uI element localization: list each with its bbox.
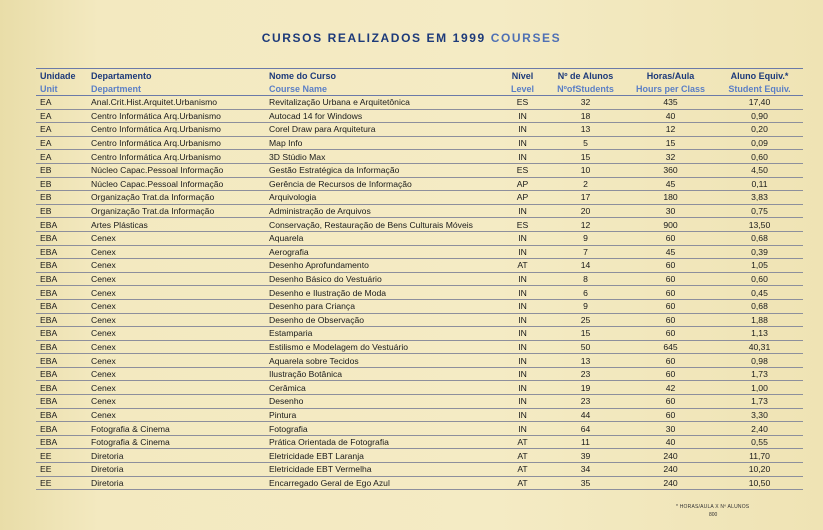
- table-row: [36, 299, 803, 313]
- cell-unit: EE: [36, 463, 87, 477]
- cell-department: Núcleo Capac.Pessoal Informação: [87, 177, 265, 191]
- cell-students: 6: [546, 286, 625, 300]
- table-row: [36, 109, 803, 123]
- cell-hours: 15: [625, 136, 716, 150]
- cell-department: Cenex: [87, 367, 265, 381]
- cell-unit: EBA: [36, 299, 87, 313]
- cell-unit: EBA: [36, 340, 87, 354]
- cell-level: IN: [499, 381, 546, 395]
- cell-hours: 645: [625, 340, 716, 354]
- cell-unit: EBA: [36, 313, 87, 327]
- cell-hours: 240: [625, 463, 716, 477]
- cell-hours: 900: [625, 218, 716, 232]
- cell-student-equiv: 0,68: [716, 299, 803, 313]
- header-hours-en: Hours per Class: [625, 82, 716, 96]
- cell-department: Artes Plásticas: [87, 218, 265, 232]
- table-row: [36, 408, 803, 422]
- cell-level: AT: [499, 476, 546, 490]
- cell-course-name: Desenho e Ilustração de Moda: [265, 286, 499, 300]
- cell-hours: 60: [625, 259, 716, 273]
- cell-student-equiv: 0,39: [716, 245, 803, 259]
- table-row: [36, 463, 803, 477]
- cell-unit: EBA: [36, 245, 87, 259]
- cell-course-name: Desenho: [265, 395, 499, 409]
- cell-department: Cenex: [87, 327, 265, 341]
- cell-level: ES: [499, 163, 546, 177]
- cell-students: 15: [546, 150, 625, 164]
- cell-course-name: Arquivologia: [265, 191, 499, 205]
- cell-unit: EE: [36, 476, 87, 490]
- header-department: Departamento: [87, 69, 265, 83]
- cell-unit: EBA: [36, 435, 87, 449]
- cell-level: IN: [499, 109, 546, 123]
- cell-hours: 360: [625, 163, 716, 177]
- cell-students: 7: [546, 245, 625, 259]
- cell-course-name: Cerâmica: [265, 381, 499, 395]
- cell-unit: EBA: [36, 327, 87, 341]
- table-row: [36, 476, 803, 490]
- cell-level: IN: [499, 340, 546, 354]
- cell-level: AT: [499, 463, 546, 477]
- cell-students: 11: [546, 435, 625, 449]
- cell-course-name: Aerografia: [265, 245, 499, 259]
- cell-hours: 32: [625, 150, 716, 164]
- cell-student-equiv: 1,00: [716, 381, 803, 395]
- cell-level: IN: [499, 231, 546, 245]
- table-row: [36, 96, 803, 110]
- cell-unit: EA: [36, 150, 87, 164]
- cell-unit: EBA: [36, 259, 87, 273]
- cell-student-equiv: 1,05: [716, 259, 803, 273]
- cell-students: 20: [546, 204, 625, 218]
- table-row: [36, 177, 803, 191]
- cell-students: 50: [546, 340, 625, 354]
- cell-hours: 180: [625, 191, 716, 205]
- header-row-pt: [36, 69, 803, 83]
- cell-course-name: Revitalização Urbana e Arquitetônica: [265, 96, 499, 110]
- header-student-equiv: Aluno Equiv.*: [716, 69, 803, 83]
- header-student-equiv-en: Student Equiv.: [716, 82, 803, 96]
- cell-course-name: Desenho para Criança: [265, 299, 499, 313]
- cell-hours: 60: [625, 395, 716, 409]
- cell-student-equiv: 4,50: [716, 163, 803, 177]
- cell-level: IN: [499, 272, 546, 286]
- cell-unit: EBA: [36, 408, 87, 422]
- cell-level: ES: [499, 96, 546, 110]
- cell-student-equiv: 0,55: [716, 435, 803, 449]
- cell-course-name: Aquarela: [265, 231, 499, 245]
- cell-department: Centro Informática Arq.Urbanismo: [87, 150, 265, 164]
- cell-unit: EA: [36, 136, 87, 150]
- cell-course-name: Encarregado Geral de Ego Azul: [265, 476, 499, 490]
- header-level: Nível: [499, 69, 546, 83]
- cell-unit: EBA: [36, 272, 87, 286]
- cell-hours: 42: [625, 381, 716, 395]
- cell-department: Cenex: [87, 408, 265, 422]
- cell-unit: EE: [36, 449, 87, 463]
- table-row: [36, 286, 803, 300]
- cell-hours: 60: [625, 354, 716, 368]
- cell-students: 2: [546, 177, 625, 191]
- cell-students: 25: [546, 313, 625, 327]
- cell-course-name: Autocad 14 for Windows: [265, 109, 499, 123]
- cell-level: IN: [499, 354, 546, 368]
- cell-students: 8: [546, 272, 625, 286]
- cell-student-equiv: 0,75: [716, 204, 803, 218]
- cell-students: 14: [546, 259, 625, 273]
- table-row: [36, 340, 803, 354]
- cell-level: IN: [499, 408, 546, 422]
- table-row: [36, 163, 803, 177]
- cell-unit: EB: [36, 204, 87, 218]
- cell-students: 18: [546, 109, 625, 123]
- cell-hours: 60: [625, 408, 716, 422]
- cell-level: AP: [499, 177, 546, 191]
- table-row: [36, 422, 803, 436]
- cell-course-name: Gestão Estratégica da Informação: [265, 163, 499, 177]
- cell-course-name: Ilustração Botânica: [265, 367, 499, 381]
- cell-level: IN: [499, 150, 546, 164]
- cell-student-equiv: 0,60: [716, 272, 803, 286]
- page-title: [0, 31, 823, 45]
- cell-department: Diretoria: [87, 449, 265, 463]
- cell-course-name: Desenho Aprofundamento: [265, 259, 499, 273]
- cell-students: 12: [546, 218, 625, 232]
- cell-course-name: Aquarela sobre Tecidos: [265, 354, 499, 368]
- table-row: [36, 272, 803, 286]
- cell-level: IN: [499, 136, 546, 150]
- cell-student-equiv: 10,20: [716, 463, 803, 477]
- footnote-divisor: 800: [709, 512, 718, 518]
- header-students-en: NºofStudents: [546, 82, 625, 96]
- cell-department: Cenex: [87, 245, 265, 259]
- cell-student-equiv: 0,68: [716, 231, 803, 245]
- cell-student-equiv: 0,11: [716, 177, 803, 191]
- cell-hours: 30: [625, 422, 716, 436]
- cell-course-name: Eletricidade EBT Vermelha: [265, 463, 499, 477]
- cell-students: 17: [546, 191, 625, 205]
- cell-course-name: Fotografia: [265, 422, 499, 436]
- cell-unit: EA: [36, 109, 87, 123]
- cell-level: IN: [499, 299, 546, 313]
- cell-hours: 45: [625, 245, 716, 259]
- cell-department: Centro Informática Arq.Urbanismo: [87, 123, 265, 137]
- cell-students: 64: [546, 422, 625, 436]
- cell-students: 9: [546, 299, 625, 313]
- cell-level: IN: [499, 395, 546, 409]
- cell-level: AT: [499, 435, 546, 449]
- cell-student-equiv: 0,90: [716, 109, 803, 123]
- table-row: [36, 395, 803, 409]
- cell-students: 5: [546, 136, 625, 150]
- cell-course-name: 3D Stúdio Max: [265, 150, 499, 164]
- cell-department: Anal.Crit.Hist.Arquitet.Urbanismo: [87, 96, 265, 110]
- cell-hours: 60: [625, 327, 716, 341]
- cell-unit: EBA: [36, 231, 87, 245]
- cell-course-name: Prática Orientada de Fotografia: [265, 435, 499, 449]
- cell-student-equiv: 13,50: [716, 218, 803, 232]
- table-row: [36, 354, 803, 368]
- cell-course-name: Desenho Básico do Vestuário: [265, 272, 499, 286]
- cell-unit: EB: [36, 163, 87, 177]
- cell-department: Cenex: [87, 272, 265, 286]
- cell-level: ES: [499, 218, 546, 232]
- cell-department: Cenex: [87, 395, 265, 409]
- cell-student-equiv: 3,83: [716, 191, 803, 205]
- cell-course-name: Corel Draw para Arquitetura: [265, 123, 499, 137]
- cell-level: IN: [499, 367, 546, 381]
- cell-student-equiv: 0,98: [716, 354, 803, 368]
- header-unit-en: Unit: [36, 82, 87, 96]
- cell-students: 10: [546, 163, 625, 177]
- cell-department: Diretoria: [87, 463, 265, 477]
- cell-students: 9: [546, 231, 625, 245]
- cell-level: IN: [499, 313, 546, 327]
- cell-students: 19: [546, 381, 625, 395]
- cell-student-equiv: 1,88: [716, 313, 803, 327]
- cell-level: IN: [499, 327, 546, 341]
- cell-level: IN: [499, 422, 546, 436]
- cell-department: Cenex: [87, 231, 265, 245]
- cell-student-equiv: 0,20: [716, 123, 803, 137]
- cell-course-name: Pintura: [265, 408, 499, 422]
- cell-unit: EA: [36, 123, 87, 137]
- cell-level: IN: [499, 204, 546, 218]
- cell-unit: EBA: [36, 218, 87, 232]
- header-hours: Horas/Aula: [625, 69, 716, 83]
- table-row: [36, 259, 803, 273]
- cell-department: Organização Trat.da Informação: [87, 191, 265, 205]
- cell-unit: EBA: [36, 367, 87, 381]
- cell-hours: 60: [625, 367, 716, 381]
- table-row: [36, 381, 803, 395]
- header-row-en: [36, 82, 803, 96]
- cell-level: IN: [499, 123, 546, 137]
- cell-hours: 12: [625, 123, 716, 137]
- cell-unit: EBA: [36, 422, 87, 436]
- cell-course-name: Map Info: [265, 136, 499, 150]
- cell-students: 32: [546, 96, 625, 110]
- cell-department: Cenex: [87, 354, 265, 368]
- cell-department: Organização Trat.da Informação: [87, 204, 265, 218]
- cell-level: IN: [499, 286, 546, 300]
- cell-department: Cenex: [87, 340, 265, 354]
- table-row: [36, 327, 803, 341]
- cell-department: Fotografia & Cinema: [87, 435, 265, 449]
- cell-student-equiv: 1,13: [716, 327, 803, 341]
- cell-department: Cenex: [87, 313, 265, 327]
- table-row: [36, 449, 803, 463]
- cell-students: 23: [546, 395, 625, 409]
- cell-students: 39: [546, 449, 625, 463]
- cell-unit: EB: [36, 191, 87, 205]
- cell-level: AT: [499, 259, 546, 273]
- cell-course-name: Desenho de Observação: [265, 313, 499, 327]
- cell-hours: 45: [625, 177, 716, 191]
- table-row: [36, 231, 803, 245]
- cell-hours: 435: [625, 96, 716, 110]
- header-department-en: Department: [87, 82, 265, 96]
- cell-course-name: Estamparia: [265, 327, 499, 341]
- cell-hours: 40: [625, 109, 716, 123]
- cell-student-equiv: 1,73: [716, 367, 803, 381]
- footnote-formula: * HORAS/AULA X Nº ALUNOS: [676, 504, 750, 510]
- cell-department: Cenex: [87, 299, 265, 313]
- table-row: [36, 136, 803, 150]
- cell-hours: 240: [625, 449, 716, 463]
- cell-hours: 30: [625, 204, 716, 218]
- cell-students: 13: [546, 123, 625, 137]
- cell-students: 15: [546, 327, 625, 341]
- cell-course-name: Eletricidade EBT Laranja: [265, 449, 499, 463]
- table-row: [36, 218, 803, 232]
- title-en: COURSES: [490, 31, 562, 45]
- cell-hours: 60: [625, 231, 716, 245]
- cell-student-equiv: 10,50: [716, 476, 803, 490]
- cell-student-equiv: 40,31: [716, 340, 803, 354]
- table-row: [36, 150, 803, 164]
- cell-department: Diretoria: [87, 476, 265, 490]
- cell-department: Centro Informática Arq.Urbanismo: [87, 109, 265, 123]
- cell-student-equiv: 1,73: [716, 395, 803, 409]
- cell-unit: EBA: [36, 354, 87, 368]
- cell-department: Centro Informática Arq.Urbanismo: [87, 136, 265, 150]
- title-pt: CURSOS REALIZADOS EM 1999: [261, 31, 486, 45]
- cell-student-equiv: 3,30: [716, 408, 803, 422]
- cell-hours: 40: [625, 435, 716, 449]
- cell-course-name: Administração de Arquivos: [265, 204, 499, 218]
- table-row: [36, 435, 803, 449]
- cell-student-equiv: 2,40: [716, 422, 803, 436]
- cell-unit: EBA: [36, 395, 87, 409]
- table-row: [36, 123, 803, 137]
- cell-course-name: Gerência de Recursos de Informação: [265, 177, 499, 191]
- cell-hours: 60: [625, 299, 716, 313]
- cell-students: 35: [546, 476, 625, 490]
- cell-course-name: Conservação, Restauração de Bens Culturais Móveis: [265, 218, 499, 232]
- cell-students: 13: [546, 354, 625, 368]
- cell-unit: EBA: [36, 286, 87, 300]
- table-row: [36, 367, 803, 381]
- cell-department: Cenex: [87, 381, 265, 395]
- header-level-en: Level: [499, 82, 546, 96]
- cell-hours: 60: [625, 313, 716, 327]
- table-row: [36, 313, 803, 327]
- cell-students: 34: [546, 463, 625, 477]
- cell-level: IN: [499, 245, 546, 259]
- cell-course-name: Estilismo e Modelagem do Vestuário: [265, 340, 499, 354]
- cell-student-equiv: 0,45: [716, 286, 803, 300]
- cell-student-equiv: 17,40: [716, 96, 803, 110]
- table-row: [36, 245, 803, 259]
- cell-student-equiv: 0,60: [716, 150, 803, 164]
- cell-student-equiv: 0,09: [716, 136, 803, 150]
- table-row: [36, 204, 803, 218]
- table-row: [36, 191, 803, 205]
- cell-department: Cenex: [87, 259, 265, 273]
- cell-hours: 60: [625, 272, 716, 286]
- cell-department: Cenex: [87, 286, 265, 300]
- courses-table: [36, 68, 803, 490]
- cell-level: AP: [499, 191, 546, 205]
- cell-student-equiv: 11,70: [716, 449, 803, 463]
- header-unit: Unidade: [36, 69, 87, 83]
- cell-department: Núcleo Capac.Pessoal Informação: [87, 163, 265, 177]
- cell-hours: 60: [625, 286, 716, 300]
- header-students: Nº de Alunos: [546, 69, 625, 83]
- cell-unit: EA: [36, 96, 87, 110]
- header-course-name-en: Course Name: [265, 82, 499, 96]
- table-body: [36, 96, 803, 490]
- cell-department: Fotografia & Cinema: [87, 422, 265, 436]
- cell-unit: EBA: [36, 381, 87, 395]
- cell-unit: EB: [36, 177, 87, 191]
- cell-hours: 240: [625, 476, 716, 490]
- cell-students: 23: [546, 367, 625, 381]
- cell-students: 44: [546, 408, 625, 422]
- header-course-name: Nome do Curso: [265, 69, 499, 83]
- cell-level: AT: [499, 449, 546, 463]
